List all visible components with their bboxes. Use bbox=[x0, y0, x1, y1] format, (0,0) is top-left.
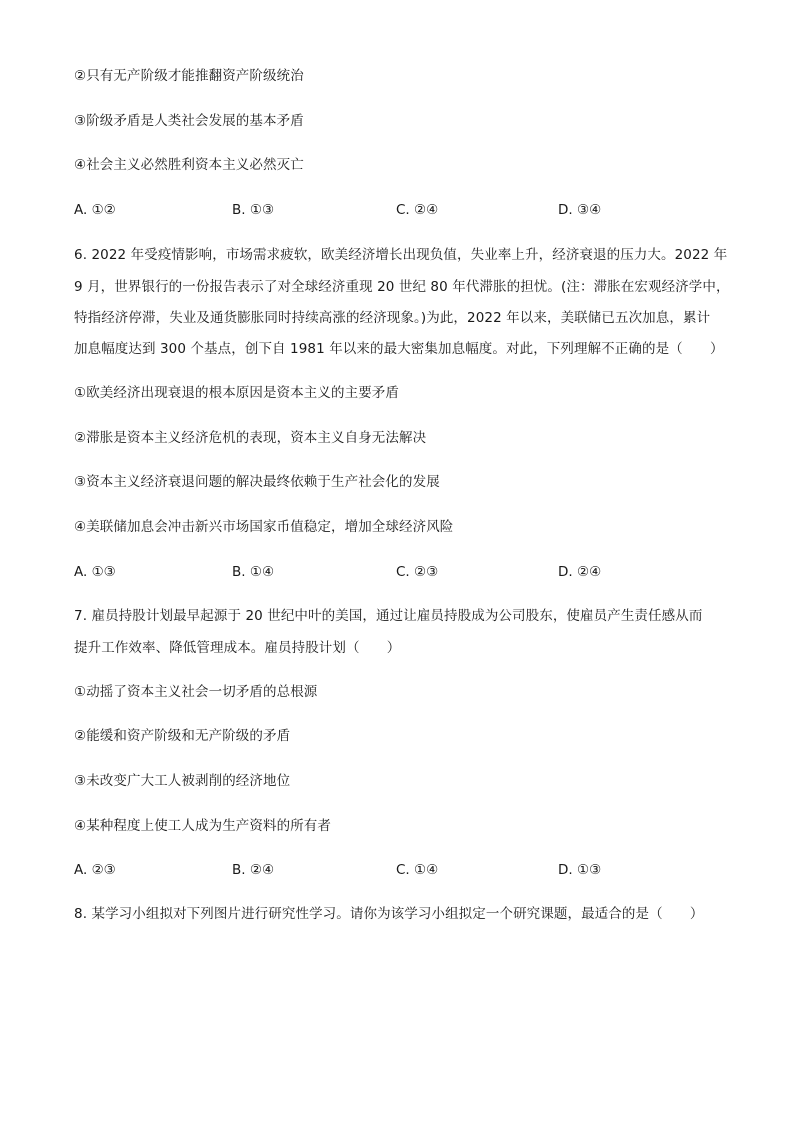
q6-option-b: B. ①④ bbox=[232, 564, 275, 580]
q7-option-a: A. ②③ bbox=[74, 862, 116, 878]
q6-statement-4: ④美联储加息会冲击新兴市场国家币值稳定，增加全球经济风险 bbox=[74, 519, 454, 535]
q7-options bbox=[74, 861, 734, 879]
q7-stem-line-1: 7. 雇员持股计划最早起源于 20 世纪中叶的美国，通过让雇员持股成为公司股东，使雇员产生责任感从而 bbox=[74, 608, 703, 624]
q6-option-d: D. ②④ bbox=[558, 564, 602, 580]
q5-option-b: B. ①③ bbox=[232, 202, 275, 218]
q5-option-c: C. ②④ bbox=[396, 202, 439, 218]
q7-option-c: C. ①④ bbox=[396, 862, 439, 878]
q6-option-c: C. ②③ bbox=[396, 564, 439, 580]
q7-statement-1: ①动摇了资本主义社会一切矛盾的总根源 bbox=[74, 684, 318, 700]
q7-statement-4: ④某种程度上使工人成为生产资料的所有者 bbox=[74, 818, 332, 834]
q6-stem-line-3: 特指经济停滞，失业及通货膨胀同时持续高涨的经济现象。)为此，2022 年以来，美联储已五次加息，累计 bbox=[74, 310, 711, 326]
q6-statement-2: ②滞胀是资本主义经济危机的表现，资本主义自身无法解决 bbox=[74, 430, 427, 446]
q5-statement-4: ④社会主义必然胜利资本主义必然灭亡 bbox=[74, 157, 304, 173]
q6-stem-line-4: 加息幅度达到 300 个基点，创下自 1981 年以来的最大密集加息幅度。对此，下列理解不正确的是（ ） bbox=[74, 341, 724, 357]
q5-option-d: D. ③④ bbox=[558, 202, 602, 218]
q8-stem-line-1: 8. 某学习小组拟对下列图片进行研究性学习。请你为该学习小组拟定一个研究课题，最适合的是（ ） bbox=[74, 906, 704, 922]
q6-stem-line-1: 6. 2022 年受疫情影响，市场需求疲软，欧美经济增长出现负值，失业率上升，经济衰退的压力大。2022 年 bbox=[74, 247, 728, 263]
q7-option-d: D. ①③ bbox=[558, 862, 602, 878]
q7-stem-line-2: 提升工作效率、降低管理成本。雇员持股计划（ ） bbox=[74, 640, 401, 656]
q7-statement-3: ③未改变广大工人被剥削的经济地位 bbox=[74, 773, 291, 789]
q5-options bbox=[74, 201, 734, 219]
q6-statement-3: ③资本主义经济衰退问题的解决最终依赖于生产社会化的发展 bbox=[74, 474, 440, 490]
q5-option-a: A. ①② bbox=[74, 202, 116, 218]
q7-option-b: B. ②④ bbox=[232, 862, 275, 878]
q6-option-a: A. ①③ bbox=[74, 564, 116, 580]
q5-statement-2: ②只有无产阶级才能推翻资产阶级统治 bbox=[74, 68, 304, 84]
q6-statement-1: ①欧美经济出现衰退的根本原因是资本主义的主要矛盾 bbox=[74, 385, 400, 401]
q7-statement-2: ②能缓和资产阶级和无产阶级的矛盾 bbox=[74, 728, 291, 744]
q5-statement-3: ③阶级矛盾是人类社会发展的基本矛盾 bbox=[74, 113, 304, 129]
q6-options bbox=[74, 563, 734, 581]
q6-stem-line-2: 9 月，世界银行的一份报告表示了对全球经济重现 20 世纪 80 年代滞胀的担忧。(注：滞胀在宏观经济学中， bbox=[74, 279, 730, 295]
